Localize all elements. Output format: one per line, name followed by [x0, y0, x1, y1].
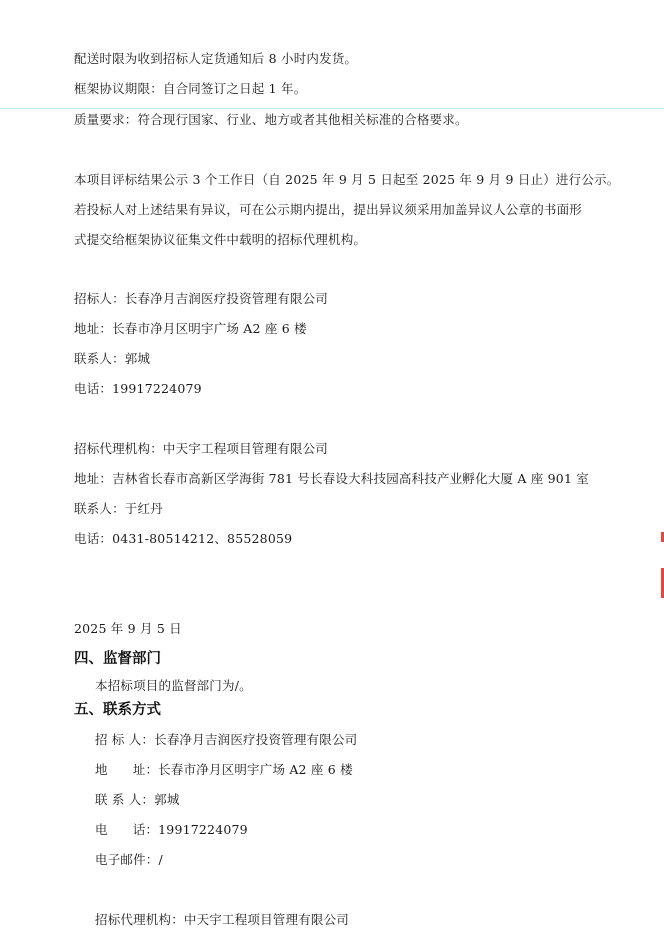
agency-contact: 联系人：于红丹: [74, 501, 163, 516]
contact-phone: 电 话：19917224079: [95, 822, 248, 837]
delivery-time-text: 配送时限为收到招标人定货通知后 8 小时内发货。: [74, 51, 358, 66]
scan-divider: [0, 108, 664, 109]
publicity-text: 本项目评标结果公示 3 个工作日（自 2025 年 9 月 5 日起至 2025 年 9 月 9 日止）进行公示。: [74, 172, 620, 187]
supervision-text: 本招标项目的监督部门为/。: [95, 678, 252, 693]
agency-name: 招标代理机构：中天宇工程项目管理有限公司: [74, 441, 329, 456]
publish-date: 2025 年 9 月 5 日: [74, 621, 182, 636]
objection-text-line-2: 式提交给框架协议征集文件中载明的招标代理机构。: [74, 232, 367, 247]
contact-address: 地 址：长春市净月区明宇广场 A2 座 6 楼: [95, 762, 353, 777]
tenderer-phone: 电话：19917224079: [74, 381, 202, 396]
quality-requirement-text: 质量要求：符合现行国家、行业、地方或者其他相关标准的合格要求。: [74, 112, 468, 127]
agency-address: 地址：吉林省长春市高新区学海街 781 号长春设大科技园高科技产业孵化大厦 A 座 901 室: [74, 471, 589, 486]
contact-email: 电子邮件：/: [95, 852, 163, 867]
objection-text-line-1: 若投标人对上述结果有异议，可在公示期内提出，提出异议须采用加盖异议人公章的书面形: [74, 202, 583, 217]
tenderer-contact: 联系人：郭城: [74, 351, 151, 366]
agency-phone: 电话：0431-80514212、85528059: [74, 531, 293, 546]
contact-agency: 招标代理机构：中天宇工程项目管理有限公司: [95, 912, 350, 927]
tenderer-address: 地址：长春市净月区明宇广场 A2 座 6 楼: [74, 321, 307, 336]
contact-person: 联 系 人：郭城: [95, 792, 180, 807]
contact-tenderer-name: 招 标 人：长春净月吉润医疗投资管理有限公司: [95, 732, 358, 747]
section-4-heading: 四、监督部门: [74, 651, 161, 667]
tenderer-name: 招标人：长春净月吉润医疗投资管理有限公司: [74, 291, 329, 306]
framework-period-text: 框架协议期限：自合同签订之日起 1 年。: [74, 81, 307, 96]
section-5-heading: 五、联系方式: [74, 702, 161, 718]
